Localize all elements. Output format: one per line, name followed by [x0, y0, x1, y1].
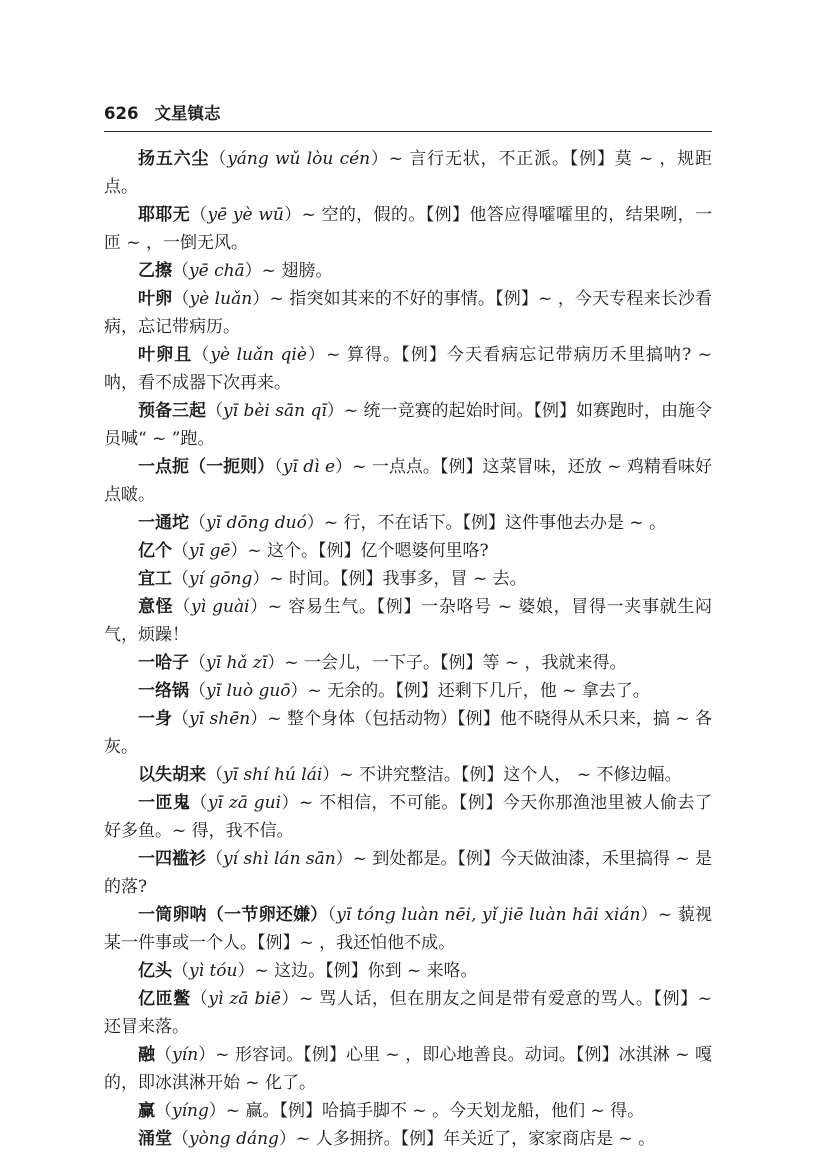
- dictionary-entry: [104, 1097, 712, 1125]
- entry-text: ）~ 算得。【例】今天看病忘记带病历禾里搞呐? ~ 呐，看不成器下次再来。: [104, 345, 713, 393]
- entry-text: （: [190, 205, 208, 225]
- dictionary-entry: [104, 341, 712, 397]
- entry-term: 一筒卵呐（一节卵还嫌）: [138, 905, 328, 925]
- entry-term: 一络锅: [138, 681, 189, 701]
- entry-term: 耶耶无: [138, 205, 191, 225]
- dictionary-entry: [104, 649, 712, 677]
- entry-text: ）~ 赢。【例】哈搞手脚不 ~ 。今天划龙船，他们 ~ 得。: [208, 1101, 645, 1121]
- entry-text: （: [209, 149, 228, 169]
- entry-pinyin: yè luǎn: [189, 289, 253, 309]
- dictionary-entry: [104, 789, 712, 845]
- dictionary-entry: [104, 145, 712, 201]
- dictionary-entry: [104, 509, 712, 537]
- entry-text: ）~ 无余的。【例】还剩下几斤，他 ~ 拿去了。: [290, 681, 650, 701]
- entry-term: 一哈子: [138, 653, 189, 673]
- entry-term: 叶卵: [138, 289, 173, 309]
- entry-pinyin: yí gōng: [189, 569, 253, 589]
- page-header: [104, 100, 712, 132]
- entry-text: ）~ 这边。【例】你到 ~ 来咯。: [237, 961, 478, 981]
- book-title: 文星镇志: [154, 104, 221, 123]
- entry-pinyin: yī dì e: [282, 457, 336, 477]
- entry-text: （: [172, 289, 190, 309]
- entry-text: （: [173, 597, 192, 617]
- dictionary-entry: [104, 565, 712, 593]
- dictionary-entry: [104, 537, 712, 565]
- entry-text: （: [206, 765, 223, 785]
- entry-pinyin: yè luǎn qiè: [210, 345, 307, 365]
- entry-pinyin: yī shí hú lái: [223, 765, 323, 785]
- dictionary-entry: [104, 593, 712, 649]
- entry-pinyin: yì tóu: [189, 961, 238, 981]
- entry-term: 亿头: [138, 961, 172, 981]
- dictionary-entry: [104, 453, 712, 509]
- dictionary-entry: [104, 985, 712, 1041]
- entry-text: ）~ 行，不在话下。【例】这件事他去办是 ~ 。: [306, 513, 667, 533]
- entry-text: （: [155, 1045, 173, 1065]
- entry-text: （: [189, 681, 206, 701]
- entry-term: 以失胡来: [138, 765, 206, 785]
- entry-text: ）~ 翅膀。: [244, 261, 333, 281]
- entry-text: ）~ 一点点。【例】这菜冒味，还放 ~ 鸡精看味好点啵。: [104, 457, 712, 505]
- entry-text: ）~ 言行无状，不正派。【例】莫 ~ ，规距点。: [104, 149, 713, 197]
- entry-text: （: [206, 849, 224, 869]
- entry-text: ）~ 一会儿，一下子。【例】等 ~ ，我就来得。: [267, 653, 627, 673]
- entry-text: （: [189, 513, 206, 533]
- entry-term: 涌堂: [138, 1129, 172, 1149]
- dictionary-entry: [104, 705, 712, 761]
- entry-term: 预备三起: [138, 401, 207, 421]
- entry-term: 赢: [138, 1101, 155, 1121]
- entry-text: ）~ 到处都是。【例】今天做油漆，禾里搞得 ~ 是的落?: [104, 849, 713, 897]
- entry-text: ）~ 整个身体（包括动物）【例】他不晓得从禾只来，搞 ~ 各灰。: [104, 709, 713, 757]
- entry-pinyin: yī luò guō: [206, 681, 291, 701]
- dictionary-entry: [104, 677, 712, 705]
- entry-text: ）~ 容易生气。【例】一杂咯号 ~ 婆娘，冒得一夹事就生闷气，烦躁！: [104, 597, 713, 645]
- entry-text: （: [189, 653, 206, 673]
- entry-pinyin: yī shēn: [189, 709, 251, 729]
- entry-term: 融: [138, 1045, 156, 1065]
- entry-pinyin: yī zā gui: [207, 793, 282, 813]
- entry-pinyin: yíng: [172, 1101, 209, 1121]
- entry-pinyin: yín: [172, 1045, 199, 1065]
- entry-pinyin: yē yè wū: [207, 205, 284, 225]
- entry-pinyin: yī bèi sān qī: [223, 401, 327, 421]
- entry-term: 一身: [138, 709, 173, 729]
- entry-pinyin: yáng wǔ lòu cén: [227, 149, 371, 169]
- entry-text: （: [172, 1129, 189, 1149]
- entry-text: （: [172, 961, 189, 981]
- dictionary-entry: [104, 1041, 712, 1097]
- entry-text: ）~ 人多拥挤。【例】年关近了，家家商店是 ~ 。: [278, 1129, 656, 1149]
- entry-text: ）~ 这个。【例】亿个嗯婆何里咯?: [230, 541, 489, 561]
- entry-text: （: [190, 793, 208, 813]
- entry-term: 意怪: [138, 597, 174, 617]
- entry-pinyin: yī dōng duó: [206, 513, 307, 533]
- entry-term: 叶卵且: [138, 345, 193, 365]
- dictionary-entry: [104, 901, 712, 957]
- entry-pinyin: yī tóng luàn nēi, yǐ jiē luàn hāi xián: [336, 905, 641, 925]
- entry-text: （: [172, 569, 189, 589]
- entry-term: 乙擦: [138, 261, 172, 281]
- entry-text: （: [274, 457, 283, 477]
- entry-text: ）~ 不相信，不可能。【例】今天你那渔池里被人偷去了好多鱼。~ 得，我不信。: [104, 793, 713, 841]
- entry-term: 亿匝鳖: [138, 989, 191, 1009]
- entry-text: ）~ 骂人话，但在朋友之间是带有爱意的骂人。【例】~ 还冒来落。: [104, 989, 712, 1037]
- entry-text: （: [192, 345, 211, 365]
- entry-text: ）~ 指突如其来的不好的事情。【例】~ ，今天专程来长沙看病，忘记带病历。: [104, 289, 713, 337]
- entry-text: （: [172, 541, 189, 561]
- dictionary-entry: [104, 845, 712, 901]
- entry-pinyin: yòng dáng: [189, 1129, 279, 1149]
- entry-text: （: [172, 261, 189, 281]
- entries-list: [104, 145, 712, 1153]
- entry-text: （: [206, 401, 224, 421]
- dictionary-entry: [104, 957, 712, 985]
- dictionary-entry: [104, 201, 712, 257]
- entry-term: 一点扼（一扼则）: [138, 457, 275, 477]
- page-number: 626: [104, 104, 139, 123]
- entry-pinyin: yē chā: [189, 261, 245, 281]
- entry-term: 扬五六尘: [138, 149, 210, 169]
- entry-pinyin: yì zā biē: [208, 989, 281, 1009]
- entry-pinyin: yī gē: [189, 541, 231, 561]
- entry-term: 亿个: [138, 541, 172, 561]
- entry-term: 宜工: [138, 569, 172, 589]
- entry-text: ）~ 时间。【例】我事多，冒 ~ 去。: [252, 569, 527, 589]
- entry-text: （: [190, 989, 209, 1009]
- dictionary-entry: [104, 397, 712, 453]
- entry-text: （: [172, 709, 190, 729]
- entry-text: （: [327, 905, 337, 925]
- entry-term: 一匝鬼: [138, 793, 191, 813]
- entry-text: ）~ 统一竞赛的起始时间。【例】如赛跑时，由施令员喊“ ~ ”跑。: [104, 401, 713, 449]
- entry-pinyin: yī hǎ zī: [206, 653, 268, 673]
- dictionary-entry: [104, 1125, 712, 1153]
- dictionary-entry: [104, 285, 712, 341]
- entry-text: ）~ 藐视某一件事或一个人。【例】~ ，我还怕他不成。: [104, 905, 713, 953]
- dictionary-entry: [104, 761, 712, 789]
- entry-text: ）~ 形容词。【例】心里 ~ ，即心地善良。动词。【例】冰淇淋 ~ 嘎的，即冰淇淋开始 ~ 化了。: [104, 1045, 713, 1093]
- entry-term: 一四褴衫: [138, 849, 207, 869]
- entry-pinyin: yì guài: [191, 597, 250, 617]
- entry-pinyin: yí shì lán sān: [223, 849, 336, 869]
- entry-text: （: [155, 1101, 172, 1121]
- entry-text: ）~ 空的，假的。【例】他答应得嚯嚯里的，结果咧，一匝 ~ ，一倒无风。: [104, 205, 713, 253]
- entry-text: ）~ 不讲究整洁。【例】这个人， ~ 不修边幅。: [322, 765, 682, 785]
- dictionary-entry: [104, 257, 712, 285]
- entry-term: 一通坨: [138, 513, 189, 533]
